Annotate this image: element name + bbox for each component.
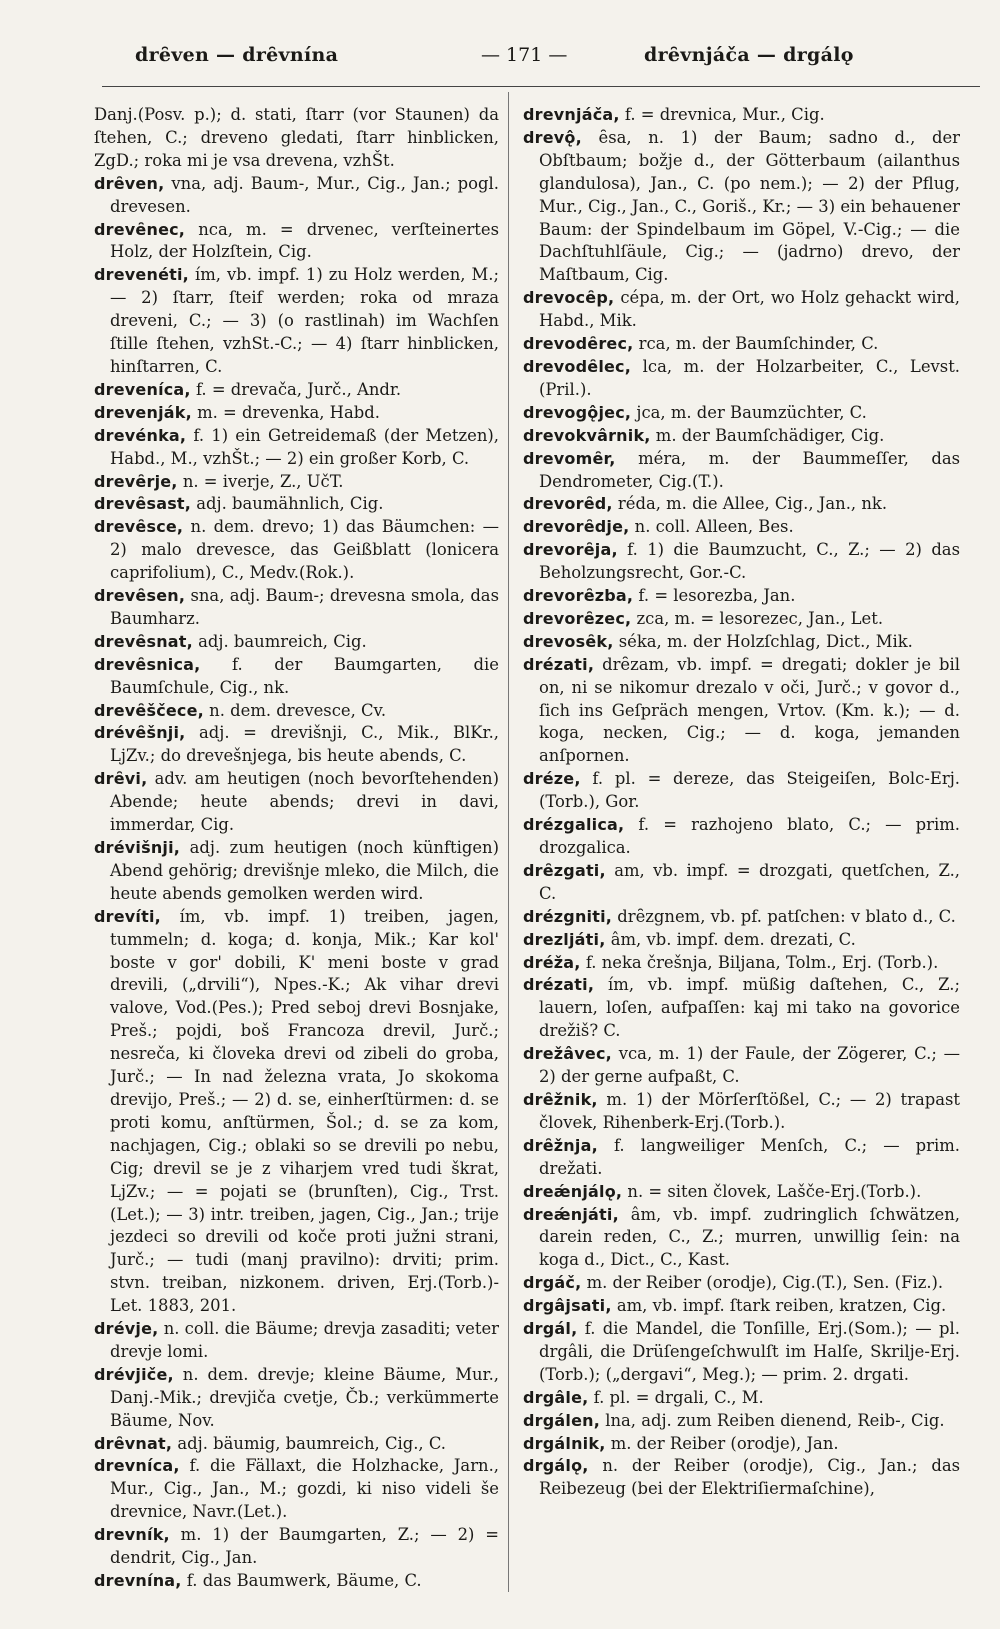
entry-definition: f. = razhojeno blato, C.; — prim. drozgalica. (539, 815, 960, 857)
entry-headword: drgálǫ, (523, 1456, 589, 1476)
entry-headword: drevȇsnica, (94, 654, 201, 674)
entry-definition: adj. baumreich, Cig. (198, 631, 367, 651)
entry-headword: drevodȇlec, (523, 356, 632, 376)
dictionary-entry (94, 1433, 499, 1456)
entry-definition: m. 1) der Baumgarten, Z.; — 2) = dendrit, Cig., Jan. (110, 1525, 499, 1568)
entry-definition: f. = lesorezba, Jan. (638, 586, 796, 606)
dictionary-entry (523, 493, 960, 516)
entry-headword: drézgniti, (523, 906, 613, 926)
entry-headword: dréža, (523, 952, 581, 972)
entry-definition: adj. bäumig, baumreich, Cig., C. (177, 1433, 447, 1453)
page-number: — 171 — (481, 44, 568, 66)
dictionary-entry (94, 219, 499, 265)
entry-headword: drévjiče, (94, 1364, 174, 1384)
entry-definition: ím, vb. impf. müßig daſtehen, C., Z.; lauern, loſen, aufpaſſen: kaj mi tako na govorice drežiš? C. (539, 975, 960, 1041)
entry-headword: drevomȇr, (523, 448, 616, 468)
left-column (94, 104, 499, 1604)
entry-headword: drežâvec, (523, 1044, 612, 1064)
dictionary-entry (523, 539, 960, 585)
entry-definition: n. coll. Alleen, Bes. (634, 517, 794, 537)
dictionary-entry (94, 768, 499, 837)
entry-definition: âm, vb. impf. dem. drezati, C. (610, 929, 856, 949)
entry-definition: n. dem. drevesce, Cv. (209, 700, 387, 720)
entry-headword: drevȇsast, (94, 494, 192, 514)
entry-headword: drevorȇd, (523, 494, 613, 514)
dictionary-entry (94, 1455, 499, 1524)
entry-headword: drevorȇzec, (523, 608, 632, 628)
entry-definition: f. die Mandel, die Tonſille, Erj.(Som.); — pl. drgâli, die Drüſengeſchwulſt im Halſe, Skrilje-Erj.(Torb.); („dergavi“, Meg.); — prim. 2. drgati. (539, 1319, 960, 1384)
entry-headword: drȇvnat, (94, 1433, 173, 1453)
entry-headword: drevénka, (94, 425, 187, 445)
entry-definition: ím, vb. impf. 1) zu Holz werden, M.; — 2) ſtarr, ſteif werden; roka od mraza dreveni, C.; — 3) (o rastlinah) im Wachſen ſtille ſtehen, vzhSt.-C.; — 4) ſtarr hinblicken, hinſtarren, C. (110, 265, 499, 376)
entry-definition: drȇzam, vb. impf. = dregati; dokler je bil on, ni se nikomur drezalo v oči, Jurč.; v govor d., ſich ins Geſpräch mengen, Vrtov. (Km. k.); — d. koga, necken, Cig.; — d. koga, jemanden anſpornen. (539, 654, 960, 766)
entry-headword: drevȇrje, (94, 471, 178, 491)
entry-headword: dréze, (523, 769, 581, 789)
entry-definition: f. pl. = drgali, C., M. (593, 1387, 764, 1407)
entry-definition: adj. zum heutigen (noch künftigen) Abend gehörig; drevišnje mleko, die Milch, die heute abends gemolken werden wird. (110, 838, 499, 903)
dictionary-entry (523, 516, 960, 539)
entry-definition: n. = iverje, Z., UčT. (182, 471, 344, 491)
entry-headword: drévišnji, (94, 838, 181, 857)
entry-headword: dreǽnjálǫ, (523, 1181, 623, 1201)
dictionary-entry (523, 929, 960, 952)
dictionary-entry (94, 516, 499, 585)
entry-headword: drevenı́ca, (94, 379, 191, 399)
dictionary-entry (523, 814, 960, 860)
entry-definition: n. dem. drevje; kleine Bäume, Mur., Danj.-Mik.; drevjiča cvetje, Čb.; verkümmerte Bäume, Nov. (110, 1364, 499, 1430)
entry-definition: âm, vb. impf. zudringlich ſchwätzen, darein reden, C., Z.; murren, unwillig ſein: na koga d., Dict., C., Kast. (539, 1204, 960, 1270)
entry-definition: f. neka črešnja, Biljana, Tolm., Erj. (Torb.). (585, 952, 939, 972)
entry-definition: réda, m. die Allee, Cig., Jan., nk. (617, 494, 888, 514)
header-left-guide-words: drȇven — drȇvnína (135, 44, 339, 66)
entry-definition: ím, vb. impf. 1) treiben, jagen, tummeln; d. koga; d. konja, Mik.; Kar kol' boste v gor' dobili, K' meni boste v grad drevili, („drvili“), Npes.-K.; Ak vihar drevi valove, Vod.(Pes.); Pred seboj drevi Bosnjake, Preš.; pojdi, boš Francoza drevil, Jurč.; nesreča, ki človeka drevi od zibeli do groba, Jurč.; — In nad železna vrata, Jo skokoma drevijo, Preš.; — 2) d. se, einherſtürmen: d. se proti komu, anſtürmen, Šol.; d. se za kom, nachjagen, Cig.; oblaki so se drevili po nebu, Cig; drevil se je z viharjem vred tudi škrat, LjZv.; — = pojati se (brunſten), Cig., Trst.(Let.); — 3) intr. treiben, jagen, Cig., Jan.; trije jezdeci so drevili od koče proti južni strani, Jurč.; — tudi (manj pravilno): drviti; prim. stvn. treiban, nizkonem. driven, Erj.(Torb.)-Let. 1883, 201. (110, 906, 499, 1316)
entry-definition: am, vb. impf. ſtark reiben, kratzen, Cig. (616, 1296, 947, 1316)
entry-definition: vna, adj. Baum-, Mur., Cig., Jan.; pogl. drevesen. (110, 173, 499, 216)
entry-headword: drȇven, (94, 173, 165, 193)
dictionary-entry (523, 127, 960, 287)
entry-definition: adv. am heutigen (noch bevorſtehenden) Abende; heute abends; drevi in davi, immerdar, Cig. (110, 769, 499, 835)
entry-definition: ȇsa, n. 1) der Baum; sadno d., der Obſtbaum; božje d., der Götterbaum (ailanthus glandulosa), Jan., C. (po nem.); — 2) der Pflug, Mur., Cig., Jan., C., Goriš., Kr.; — 3) ein behauener Baum: der Spindelbaum im Göpel, V.-Cig.; — die Dachſtuhlſäule, Cig.; — (jadrno) drevo, der Maſtbaum, Cig. (539, 127, 960, 285)
dictionary-entry (523, 1135, 960, 1181)
entry-headword: drezljáti, (523, 929, 606, 949)
entry-definition: n. der Reiber (orodje), Cig., Jan.; das Reibezeug (bei der Elektriſiermaſchine), (539, 1456, 960, 1499)
entry-definition: f. pl. = dereze, das Steigeiſen, Bolc-Erj.(Torb.), Gor. (539, 769, 960, 812)
entry-definition: m. der Baumſchädiger, Cig. (655, 425, 885, 445)
entry-definition: Danj.(Posv. p.); d. stati, ſtarr (vor Staunen) da ſtehen, C.; dreveno gledati, ſtarr hinblicken, ZgD.; roka mi je vsa drevena, vzhŠt. (94, 105, 499, 170)
entry-headword: drevȇsce, (94, 517, 184, 537)
entry-headword: drevnína, (94, 1571, 182, 1590)
dictionary-entry (523, 448, 960, 494)
entry-headword: drevȇsnat, (94, 631, 193, 651)
entry-definition: séka, m. der Holzſchlag, Dict., Mik. (618, 631, 913, 651)
entry-definition: m. = drevenka, Habd. (197, 402, 380, 422)
dictionary-entry (523, 1043, 960, 1089)
dictionary-entry (94, 471, 499, 494)
dictionary-entry (523, 1181, 960, 1204)
dictionary-entry (94, 906, 499, 1318)
entry-definition: f. der Baumgarten, die Baumſchule, Cig., nk. (110, 654, 499, 697)
entry-headword: drgál, (523, 1319, 578, 1339)
entry-definition: m. der Reiber (orodje), Jan. (610, 1433, 839, 1453)
dictionary-entry (523, 1387, 960, 1410)
dictionary-entry (523, 860, 960, 906)
dictionary-entry (94, 1318, 499, 1364)
dictionary-entry (523, 906, 960, 929)
entry-definition: rca, m. der Baumſchinder, C. (638, 334, 879, 354)
entry-definition: adj. baumähnlich, Cig. (196, 494, 384, 514)
entry-headword: drgálen, (523, 1410, 600, 1430)
entry-headword: drevokvârnik, (523, 425, 651, 445)
entry-definition: jca, m. der Baumzüchter, C. (636, 402, 867, 422)
entry-headword: drȇzgati, (523, 860, 606, 880)
dictionary-entry (94, 722, 499, 768)
entry-headword: drgálnik, (523, 1433, 606, 1453)
entry-definition: lna, adj. zum Reiben dienend, Reib-, Cig. (605, 1410, 945, 1430)
entry-headword: drȇžnja, (523, 1135, 598, 1155)
entry-headword: drevȇnec, (94, 219, 186, 239)
entry-definition: n. dem. drevo; 1) das Bäumchen: — 2) malo drevesce, das Geißblatt (lonicera caprifolium), C., Medv.(Rok.). (110, 517, 499, 583)
dictionary-entry (523, 974, 960, 1043)
dictionary-entry (94, 173, 499, 219)
entry-headword: drevogǫ̂jec, (523, 402, 632, 422)
entry-headword: drgáč, (523, 1273, 582, 1293)
dictionary-entry (94, 379, 499, 402)
dictionary-entry (523, 1433, 960, 1456)
entry-headword: drévje, (94, 1319, 159, 1339)
entry-headword: drévȇšnji, (94, 723, 186, 743)
entry-definition: f. = drevača, Jurč., Andr. (195, 379, 402, 399)
entry-headword: drevodȇrec, (523, 334, 634, 354)
dictionary-entry (523, 333, 960, 356)
dictionary-entry (94, 402, 499, 425)
entry-definition: cépa, m. der Ort, wo Holz gehackt wird, Habd., Mik. (539, 288, 960, 331)
dictionary-entry (94, 631, 499, 654)
entry-headword: drevorȇzba, (523, 586, 634, 606)
dictionary-entry (523, 104, 960, 127)
entry-definition: m. 1) der Mörſerſtößel, C.; — 2) trapast človek, Rihenberk-Erj.(Torb.). (539, 1089, 960, 1132)
entry-definition: f. das Baumwerk, Bäume, C. (186, 1571, 422, 1590)
dictionary-entry (523, 768, 960, 814)
entry-headword: drevorȇja, (523, 540, 618, 560)
entry-headword: drevnjáča, (523, 105, 620, 124)
entry-definition: am, vb. impf. = drozgati, quetſchen, Z., C. (539, 860, 960, 903)
entry-definition: vca, m. 1) der Faule, der Zögerer, C.; — 2) der gerne aufpaßt, C. (539, 1044, 960, 1087)
dictionary-entry (523, 1318, 960, 1387)
dictionary-entry (523, 608, 960, 631)
dictionary-entry (523, 1204, 960, 1273)
dictionary-entry (94, 1364, 499, 1433)
dictionary-entry (523, 356, 960, 402)
entry-headword: drgâle, (523, 1387, 589, 1407)
entry-definition: f. 1) die Baumzucht, C., Z.; — 2) das Beholzungsrecht, Gor.-C. (539, 540, 960, 583)
dictionary-entry (94, 104, 499, 173)
entry-headword: drevník, (94, 1525, 170, 1545)
entry-definition: drȇzgnem, vb. pf. patſchen: v blato d., C. (617, 906, 956, 926)
dictionary-entry (94, 425, 499, 471)
entry-headword: drézati, (523, 975, 595, 995)
entry-headword: drevocȇp, (523, 288, 615, 308)
entry-headword: drevȇsen, (94, 586, 186, 606)
entry-headword: drevǫ̂, (523, 127, 582, 147)
entry-headword: drézgalica, (523, 815, 625, 835)
entry-headword: dreǽnjáti, (523, 1204, 619, 1224)
entry-definition: zca, m. = lesorezec, Jan., Let. (636, 608, 884, 628)
entry-headword: drȇvi, (94, 769, 148, 789)
entry-definition: f. langweiliger Menſch, C.; — prim. drežati. (539, 1135, 960, 1178)
entry-definition: lca, m. der Holzarbeiter, C., Levst.(Pril.). (539, 356, 960, 399)
dictionary-entry (523, 654, 960, 769)
entry-definition: n. coll. die Bäume; drevja zasaditi; veter drevje lomi. (110, 1319, 499, 1361)
dictionary-entry (94, 264, 499, 379)
entry-headword: drevenják, (94, 402, 192, 422)
entry-headword: drȇžnik, (523, 1089, 598, 1109)
entry-definition: sna, adj. Baum-; drevesna smola, das Baumharz. (110, 586, 499, 628)
entry-headword: drgâjsati, (523, 1296, 612, 1316)
entry-definition: nca, m. = drvenec, verſteinertes Holz, der Holzſtein, Cig. (110, 219, 499, 262)
entry-headword: drevenéti, (94, 265, 189, 285)
dictionary-entry (523, 402, 960, 425)
entry-headword: drézati, (523, 654, 595, 674)
header-rule (102, 86, 980, 87)
entry-definition: méra, m. der Baummeſſer, das Dendrometer, Cig.(T.). (539, 448, 960, 491)
entry-definition: f. 1) ein Getreidemaß (der Metzen), Habd., M., vzhŠt.; — 2) ein großer Korb, C. (110, 425, 499, 468)
dictionary-entry (523, 631, 960, 654)
dictionary-entry (523, 1410, 960, 1433)
dictionary-entry (523, 952, 960, 975)
dictionary-entry (94, 1524, 499, 1570)
dictionary-entry (94, 700, 499, 723)
entry-definition: f. = drevnica, Mur., Cig. (624, 105, 825, 124)
dictionary-entry (523, 1272, 960, 1295)
dictionary-entry (94, 493, 499, 516)
header-right-guide-words: drȇvnjáča — drgálǫ (644, 44, 854, 66)
dictionary-entry (94, 654, 499, 700)
dictionary-entry (94, 837, 499, 906)
dictionary-entry (523, 425, 960, 448)
entry-definition: m. der Reiber (orodje), Cig.(T.), Sen. (Fiz.). (586, 1273, 944, 1293)
dictionary-entry (523, 585, 960, 608)
dictionary-entry (523, 1089, 960, 1135)
entry-headword: drevı́ti, (94, 906, 161, 926)
entry-definition: f. die Fällaxt, die Holzhacke, Jarn., Mur., Cig., Jan., M.; gozdi, ki niso videli še drevnice, Navr.(Let.). (110, 1456, 499, 1522)
dictionary-entry (523, 1295, 960, 1318)
entry-headword: drevosȇk, (523, 631, 614, 651)
entry-headword: drevnı́ca, (94, 1456, 180, 1476)
entry-headword: drevȇščece, (94, 700, 204, 720)
entry-definition: n. = siten človek, Lašče-Erj.(Torb.). (627, 1181, 922, 1201)
dictionary-entry (523, 287, 960, 333)
dictionary-entry (94, 585, 499, 631)
dictionary-entry (523, 1455, 960, 1501)
dictionary-entry (94, 1570, 499, 1593)
column-divider (508, 92, 509, 1592)
right-column (523, 104, 960, 1604)
page-header (0, 44, 1000, 78)
entry-headword: drevorȇdje, (523, 517, 630, 537)
entry-definition: adj. = drevišnji, C., Mik., BlKr., LjZv.; do drevešnjega, bis heute abends, C. (110, 723, 499, 766)
